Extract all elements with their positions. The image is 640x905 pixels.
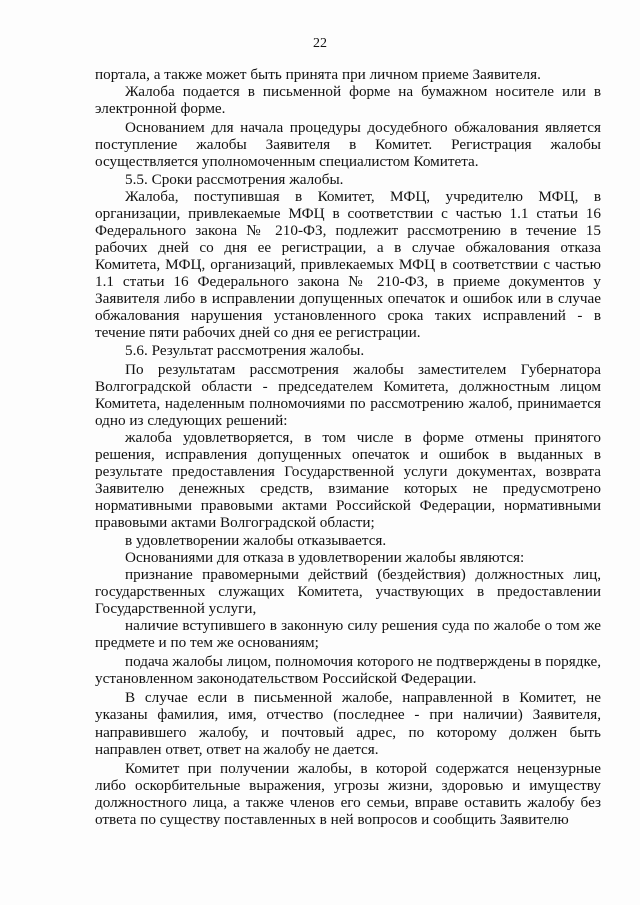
paragraph-rejection-grounds: Основаниями для отказа в удовлетворении жалобы являются: bbox=[125, 548, 525, 566]
paragraph-procedure-basis: Основанием для начала процедуры досудебного обжалования является поступление жалобы Заявителя в Комитет. Регистрация жалобы осуществляется уполномоченным специалистом Комитета. bbox=[95, 119, 601, 171]
paragraph-ground-lawful-actions: признание правомерными действий (бездействия) должностных лиц, государственных служащих Комитета, участвующих в предоставлении Государственной услуги, bbox=[95, 565, 601, 617]
page-number: 22 bbox=[313, 36, 327, 51]
paragraph-complaint-form: Жалоба подается в письменной форме на бумажном носителе или в электронной форме. bbox=[95, 83, 601, 118]
paragraph-offensive-complaint: Комитет при получении жалобы, в которой содержатся нецензурные либо оскорбительные выражения, угрозы жизни, здоровью и имуществу должностного лица, а также членов его семьи, вправе оставить жалобу без ответа по существу поставленных в ней вопросов и сообщить Заявителю bbox=[95, 759, 601, 829]
paragraph-complaint-satisfied: жалоба удовлетворяется, в том числе в форме отмены принятого решения, исправления допущенных опечаток и ошибок в выданных в результате предоставления Государственной услуги документах, возврата Заявителю денежных средств, взимание которых не предусмотрено нормативными правовыми актами Российской Федерации, нормативными правовыми актами Волгоградской области; bbox=[95, 428, 601, 532]
paragraph-review-terms: Жалоба, поступившая в Комитет, МФЦ, учредителю МФЦ, в организации, привлекаемые МФЦ в соответствии с частью 1.1 статьи 16 Федерального закона № 210-ФЗ, подлежит рассмотрению в течение 15 рабочих дней со дня ее регистрации, а в случае обжалования отказа Комитета, МФЦ, организаций, привлекаемых МФЦ в соответствии с частью 1.1 статьи 16 Федерального закона № 210-ФЗ, в приеме документов у Заявителя либо в исправлении допущенных опечаток и ошибок или в случае обжалования нарушения установленного срока таких исправлений - в течение пяти рабочих дней со дня ее регистрации. bbox=[95, 187, 601, 342]
section-heading-5-6: 5.6. Результат рассмотрения жалобы. bbox=[125, 341, 365, 359]
section-heading-5-5: 5.5. Сроки рассмотрения жалобы. bbox=[125, 170, 344, 188]
paragraph-no-address: В случае если в письменной жалобе, направленной в Комитет, не указаны фамилия, имя, отчество (последнее - при наличии) Заявителя, направившего жалобу, и почтовый адрес, по которому должен быть направлен ответ, ответ на жалобу не дается. bbox=[95, 689, 601, 758]
document-body bbox=[95, 66, 601, 828]
paragraph-ground-unauthorized: подача жалобы лицом, полномочия которого не подтверждены в порядке, установленном законодательством Российской Федерации. bbox=[95, 653, 601, 688]
paragraph-complaint-rejected: в удовлетворении жалобы отказывается. bbox=[125, 531, 387, 549]
paragraph-ground-court-decision: наличие вступившего в законную силу решения суда по жалобе о том же предмете и по тем же основаниям; bbox=[95, 617, 601, 652]
paragraph-portal-continuation: портала, а также может быть принята при личном приеме Заявителя. bbox=[95, 66, 541, 83]
paragraph-review-results: По результатам рассмотрения жалобы заместителем Губернатора Волгоградской области - председателем Комитета, должностным лицом Комитета, наделенным полномочиями по рассмотрению жалоб, принимается одно из следующих решений: bbox=[95, 360, 601, 429]
